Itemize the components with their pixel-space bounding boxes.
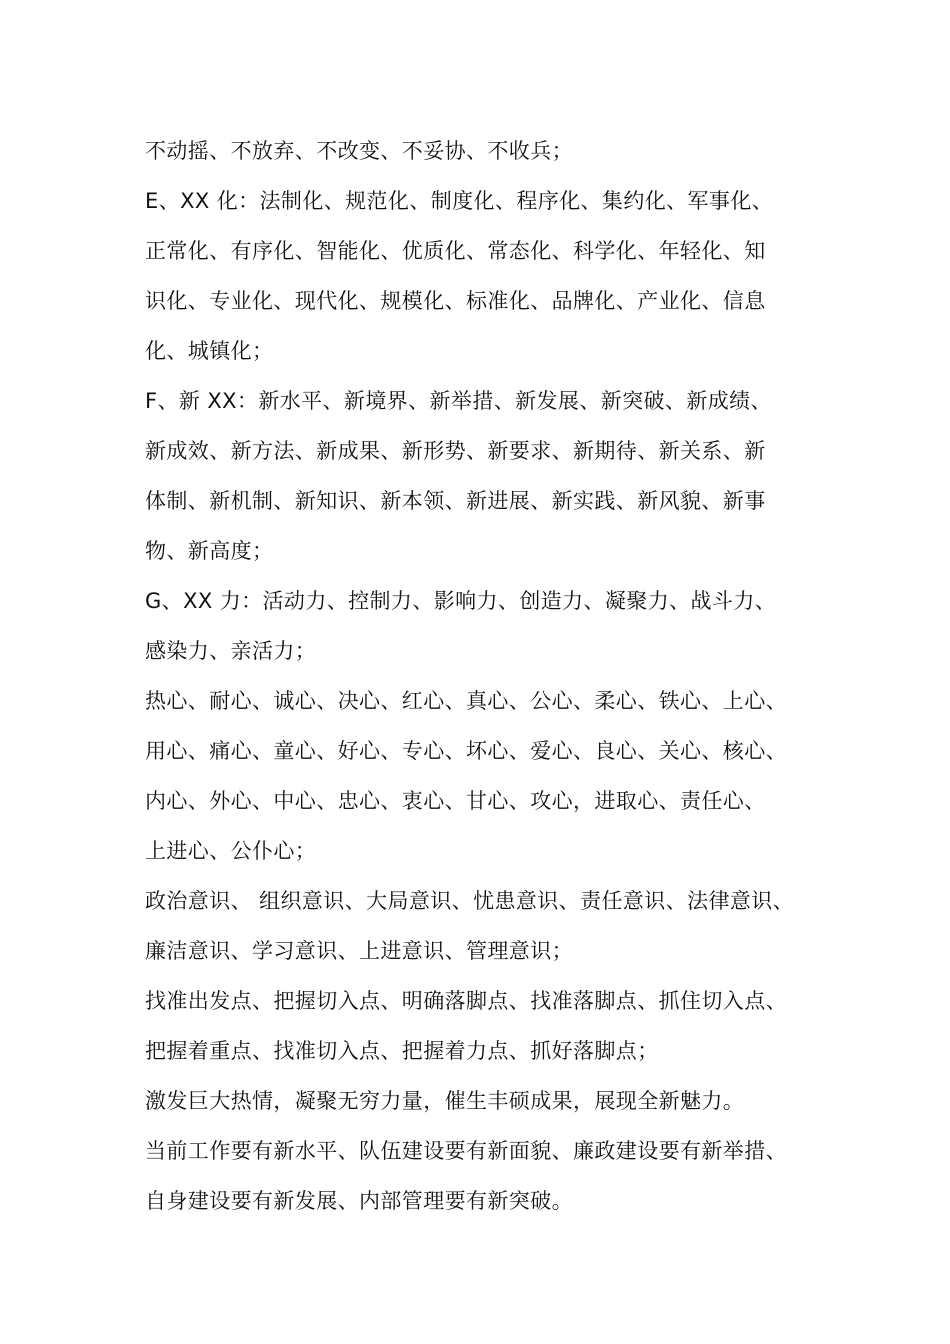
text-line-11: 感染力、亲活力； — [145, 639, 317, 663]
text-line-8: 体制、新机制、新知识、新本领、新进展、新实践、新风貌、新事 — [145, 489, 766, 513]
text-line-12: 热心、耐心、诚心、决心、红心、真心、公心、柔心、铁心、上心、 — [145, 689, 787, 713]
text-line-13: 用心、痛心、童心、好心、专心、坏心、爱心、良心、关心、核心、 — [145, 739, 787, 763]
text-line-20: 激发巨大热情，凝聚无穷力量，催生丰硕成果，展现全新魅力。 — [145, 1089, 745, 1113]
text-line-15: 上进心、公仆心； — [145, 839, 317, 863]
text-line-3: 正常化、有序化、智能化、优质化、常态化、科学化、年轻化、知 — [145, 239, 766, 263]
text-line-22: 自身建设要有新发展、内部管理要有新突破。 — [145, 1189, 573, 1213]
text-line-1: 不动摇、不放弃、不改变、不妥协、不收兵； — [145, 139, 573, 163]
text-line-17: 廉洁意识、学习意识、上进意识、管理意识； — [145, 939, 573, 963]
text-line-7: 新成效、新方法、新成果、新形势、新要求、新期待、新关系、新 — [145, 439, 766, 463]
text-line-21: 当前工作要有新水平、队伍建设要有新面貌、廉政建设要有新举措、 — [145, 1139, 787, 1163]
text-line-4: 识化、专业化、现代化、规模化、标准化、品牌化、产业化、信息 — [145, 289, 766, 313]
text-line-5: 化、城镇化； — [145, 339, 274, 363]
text-line-19: 把握着重点、找准切入点、把握着力点、抓好落脚点； — [145, 1039, 659, 1063]
text-line-18: 找准出发点、把握切入点、明确落脚点、找准落脚点、抓住切入点、 — [145, 989, 787, 1013]
text-line-14: 内心、外心、中心、忠心、衷心、甘心、攻心，进取心、责任心、 — [145, 789, 766, 813]
text-line-10: G、XX 力：活动力、控制力、影响力、创造力、凝聚力、战斗力、 — [145, 589, 777, 613]
document-body — [145, 126, 835, 1226]
text-line-6: F、新 XX：新水平、新境界、新举措、新发展、新突破、新成绩、 — [145, 389, 772, 413]
text-line-16: 政治意识、 组织意识、大局意识、忧患意识、责任意识、法律意识、 — [145, 889, 795, 913]
text-line-9: 物、新高度； — [145, 539, 274, 563]
text-line-2: E、XX 化：法制化、规范化、制度化、程序化、集约化、军事化、 — [145, 189, 774, 213]
